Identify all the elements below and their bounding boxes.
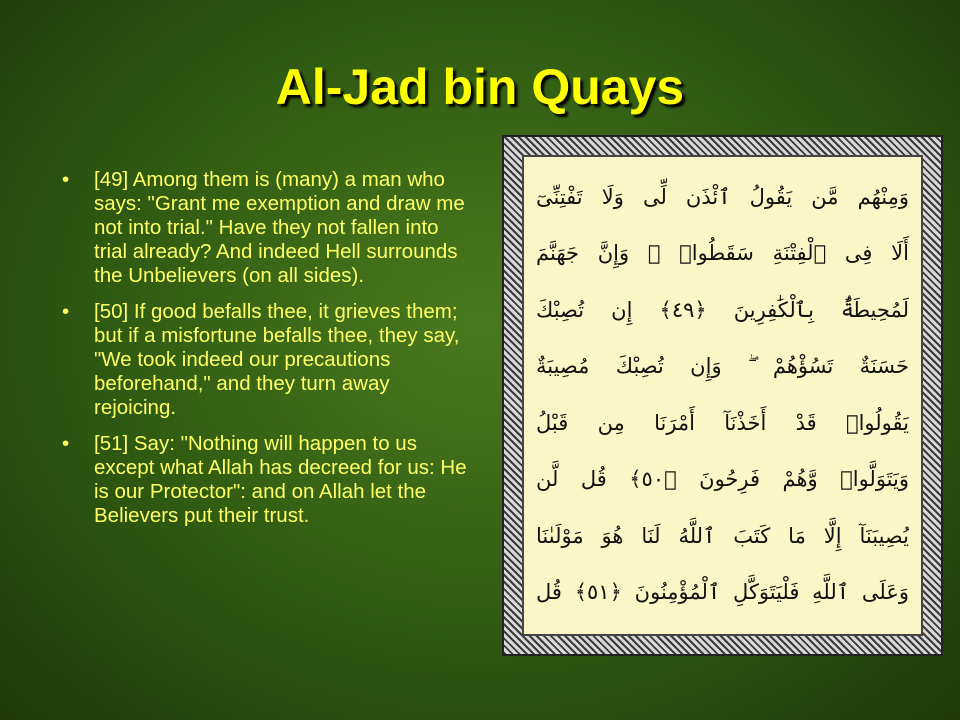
slide-title: Al-Jad bin Quays (275, 59, 685, 115)
quran-line: حَسَنَةٌ تَسُؤْهُمْ ۖ وَإِن تُصِبْكَ مُصِيبَةٌ (536, 354, 909, 379)
bullet-text: [51] Say: "Nothing will happen to us except what Allah has decreed for us: He is our Protector": and on Allah let the Believers put their trust. (94, 432, 467, 527)
bullet-item (58, 168, 468, 288)
quran-line: وَعَلَى ٱللَّهِ فَلْيَتَوَكَّلِ ٱلْمُؤْمِنُونَ ﴿٥١﴾ قُل (536, 579, 909, 604)
bullet-item (58, 300, 468, 420)
quran-text (536, 173, 909, 618)
bullet-dot: • (62, 168, 70, 191)
quran-line: يَقُولُوا۟ قَدْ أَخَذْنَآ أَمْرَنَا مِن قَبْلُ (536, 410, 909, 435)
bullet-list (58, 168, 468, 540)
quran-line: أَلَا فِى ٱلْفِتْنَةِ سَقَطُوا۟ ۗ وَإِنَّ جَهَنَّمَ (536, 241, 909, 266)
bullet-dot: • (62, 432, 70, 455)
bullet-item (58, 432, 468, 528)
bullet-dot: • (62, 300, 70, 323)
quran-line: وَيَتَوَلَّوا۟ وَّهُمْ فَرِحُونَ ﴿٥٠﴾ قُل لَّن (536, 467, 909, 492)
quran-line: وَمِنْهُم مَّن يَقُولُ ٱئْذَن لِّى وَلَا تَفْتِنِّىٓ (536, 185, 909, 209)
quran-line: لَمُحِيطَةٌۢ بِٱلْكَٰفِرِينَ ﴿٤٩﴾ إِن تُصِبْكَ (536, 297, 909, 322)
bullet-text: [50] If good befalls thee, it grieves them; but if a misfortune befalls thee, they say, "We took indeed our precautions beforehand," and they turn away rejoicing. (94, 300, 460, 419)
quran-line: يُصِيبَنَآ إِلَّا مَا كَتَبَ ٱللَّهُ لَنَا هُوَ مَوْلَىٰنَا (536, 523, 909, 548)
quran-page-image (502, 135, 943, 656)
bullet-text: [49] Among them is (many) a man who says: "Grant me exemption and draw me not into trial." Have they not fallen into trial already? And indeed Hell surrounds the Unbelievers (on all sides). (94, 168, 465, 287)
